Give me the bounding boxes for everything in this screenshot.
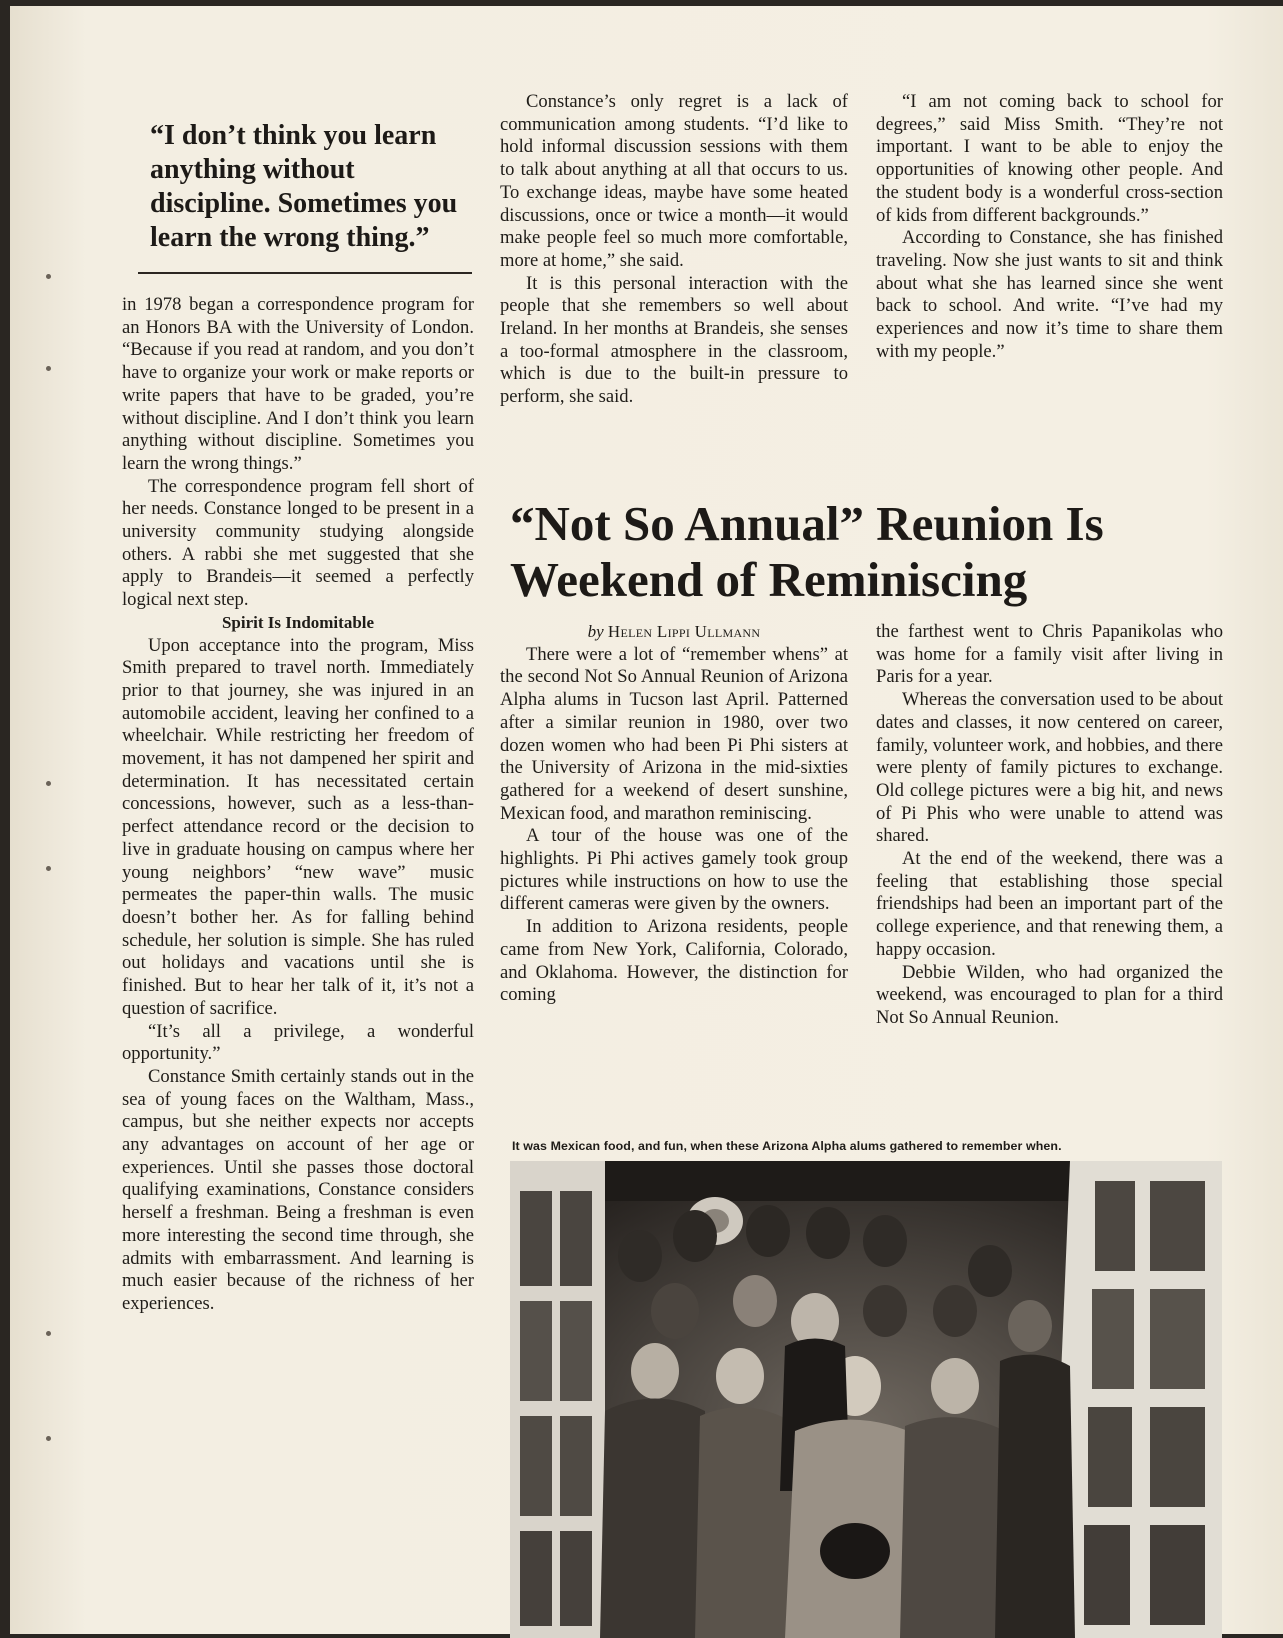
right-french-door xyxy=(1050,1161,1222,1638)
column-1-paragraph: The correspondence program fell short of her needs. Constance longed to be present in a university community studying alongside others. A rabbi she met suggested that she apply to Brandeis—it seemed a perfectly logical next step. xyxy=(122,475,474,611)
margin-dot xyxy=(46,781,51,786)
pull-quote: “I don’t think you learn anything without discipline. Sometimes you learn the wrong thing.” xyxy=(150,120,458,253)
pull-quote-rule xyxy=(138,272,472,274)
margin-dot xyxy=(46,366,51,371)
column-3-paragraph: According to Constance, she has finished traveling. Now she just wants to sit and think about what she has learned since she went back to school. And write. “I’ve had my experiences and now it’s time to share them with my people.” xyxy=(876,227,1223,362)
column-2-paragraph: Constance’s only regret is a lack of communication among students. “I’d like to hold informal discussion sessions with them to talk about anything at all that occurs to us. To exchange ideas, maybe have some heated discussions, once or twice a month—it would make people feel so much more comfortable, more at home,” she said. xyxy=(500,91,848,271)
article-paragraph: At the end of the weekend, there was a feeling that establishing those special friendships had been an important part of the college experience, and that renewing them, a happy occasion. xyxy=(876,848,1223,960)
article-paragraph: A tour of the house was one of the highlights. Pi Phi actives gamely took group pictures while instructions on how to use the different cameras were given by the owners. xyxy=(500,825,848,915)
article-paragraph: the farthest went to Chris Papanikolas who was home for a family visit after living in Paris for a year. xyxy=(876,621,1223,688)
margin-dot xyxy=(46,1331,51,1336)
column-1-paragraph: in 1978 began a correspondence program for an Honors BA with the University of London. “Because if you read at random, and you don’t have to organize your work or make reports or write papers that have to be graded, you’re without discipline. And I don’t think you learn anything without discipline. Sometimes you learn the wrong things.” xyxy=(122,294,474,474)
article-column-3 xyxy=(876,621,1223,1030)
byline xyxy=(500,621,848,644)
left-french-door xyxy=(510,1161,605,1638)
column-1-paragraph: Constance Smith certainly stands out in the sea of young faces on the Waltham, Mass., campus, but she neither expects nor accepts any advantages on account of her age or experiences. Until she passes those doctoral qualifying examinations, Constance considers herself a freshman. Being a freshman is even more interesting the second time through, she admits with embarrassment. And learning is much easier because of the richness of her experiences. xyxy=(122,1065,474,1314)
margin-dot xyxy=(46,1436,51,1441)
group-photo-image xyxy=(510,1161,1222,1638)
column-1-paragraph: Upon acceptance into the program, Miss Smith prepared to travel north. Immediately prior to that journey, she was injured in an automobile accident, leaving her confined to a wheelchair. While restricting her freedom of movement, it has not dampened her spirit and determination. It has necessitated certain concessions, however, such as a less-than-perfect attendance record or the decision to live in graduate housing on campus where her young neighbors’ “new wave” music permeates the paper-thin walls. The music doesn’t bother her. As for falling behind schedule, her solution is simple. She has ruled out holidays and vacations until she is finished. But to hear her talk of it, it’s not a question of sacrifice. xyxy=(122,634,474,1019)
article-paragraph: Debbie Wilden, who had organized the weekend, was encouraged to plan for a third Not So Annual Reunion. xyxy=(876,961,1223,1028)
column-2-paragraph: It is this personal interaction with the people that she remembers so well about Ireland. In her months at Brandeis, she senses a too-formal atmosphere in the classroom, which is due to the built-in pressure to perform, she said. xyxy=(500,272,848,408)
article-column-2 xyxy=(500,621,848,1007)
column-2-top xyxy=(500,91,848,409)
magazine-page xyxy=(10,6,1283,1634)
margin-dot xyxy=(46,274,51,279)
margin-dot xyxy=(46,866,51,871)
column-3-top xyxy=(876,91,1223,363)
section-subhead: Spirit Is Indomitable xyxy=(221,612,375,632)
photo-caption: It was Mexican food, and fun, when these Arizona Alpha alums gathered to remember when. xyxy=(512,1139,1062,1153)
article-paragraph: In addition to Arizona residents, people came from New York, California, Colorado, and Oklahoma. However, the distinction for coming xyxy=(500,916,848,1006)
column-3-paragraph: “I am not coming back to school for degrees,” said Miss Smith. “They’re not important. I want to be able to enjoy the opportunities of knowing other people. And the student body is a wonderful cross-section of kids from different backgrounds.” xyxy=(876,91,1223,226)
column-1-paragraph: “It’s all a privilege, a wonderful opportunity.” xyxy=(122,1020,474,1065)
byline-prefix: by xyxy=(587,622,604,641)
column-1 xyxy=(122,294,474,1316)
article-headline: “Not So Annual” Reunion Is Weekend of Reminiscing xyxy=(510,496,1104,607)
article-paragraph: Whereas the conversation used to be about dates and classes, it now centered on career, family, volunteer work, and hobbies, and there were plenty of family pictures to exchange. Old college pictures were a big hit, and news of Pi Phis who were unable to attend was shared. xyxy=(876,689,1223,847)
group-photo xyxy=(510,1161,1222,1638)
byline-author: Helen Lippi Ullmann xyxy=(607,622,761,641)
article-paragraph: There were a lot of “remember whens” at the second Not So Annual Reunion of Arizona Alpha alums in Tucson last April. Patterned after a similar reunion in 1980, over two dozen women who had been Pi Phi sisters at the University of Arizona in the mid-sixties gathered for a weekend of desert sunshine, Mexican food, and marathon reminiscing. xyxy=(500,643,848,824)
